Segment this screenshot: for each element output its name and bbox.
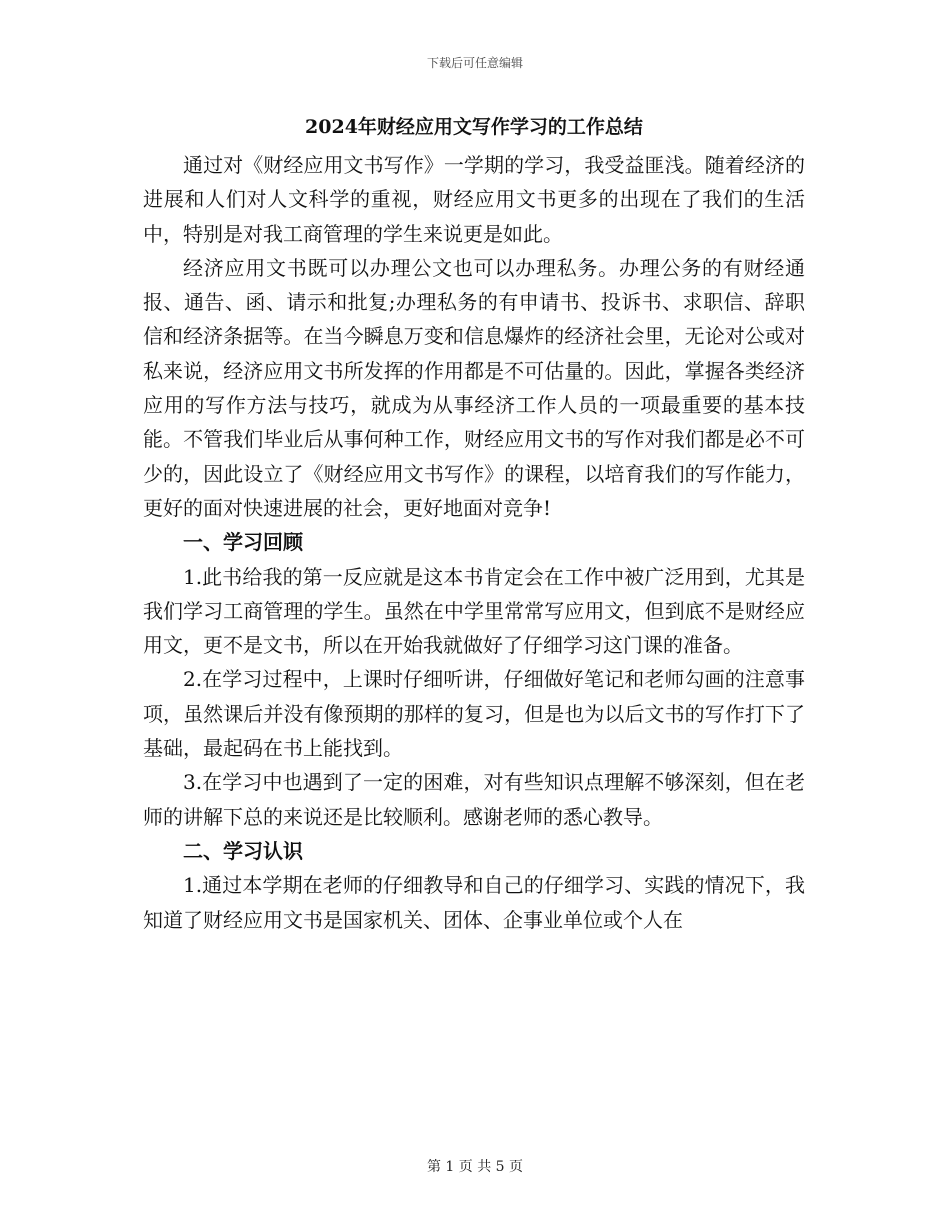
- document-body: [143, 112, 805, 937]
- paragraph-review-1: 1.此书给我的第一反应就是这本书肯定会在工作中被广泛用到，尤其是我们学习工商管理的学生。虽然在中学里常常写应用文，但到底不是财经应用文，更不是文书，所以在开始我就做好了仔细学习这门课的准备。: [143, 564, 805, 658]
- paragraph-intro-2: 经济应用文书既可以办理公文也可以办理私务。办理公务的有财经通报、通告、函、请示和批复;办理私务的有申请书、投诉书、求职信、辞职信和经济条据等。在当今瞬息万变和信息爆炸的经济社会里，无论对公或对私来说，经济应用文书所发挥的作用都是不可估量的。因此，掌握各类经济应用的写作方法与技巧，就成为从事经济工作人员的一项最重要的基本技能。不管我们毕业后从事何种工作，财经应用文书的写作对我们都是必不可少的，因此设立了《财经应用文书写作》的课程，以培育我们的写作能力，更好的面对快速进展的社会，更好地面对竞争!: [143, 255, 805, 520]
- section-heading-understanding: 二、学习认识: [183, 838, 303, 863]
- document-title: 2024年财经应用文写作学习的工作总结: [305, 116, 643, 138]
- section-heading-review: 一、学习回顾: [183, 530, 303, 555]
- page-number-footer: 第 1 页 共 5 页: [426, 1159, 524, 1175]
- paragraph-review-2: 2.在学习过程中，上课时仔细听讲，仔细做好笔记和老师勾画的注意事项，虽然课后并没有像预期的那样的复习，但是也为以后文书的写作打下了基础，最起码在书上能找到。: [143, 667, 805, 761]
- paragraph-understanding-1: 1.通过本学期在老师的仔细教导和自己的仔细学习、实践的情况下，我知道了财经应用文书是国家机关、团体、企事业单位或个人在: [143, 873, 805, 932]
- paragraph-intro-1: 通过对《财经应用文书写作》一学期的学习，我受益匪浅。随着经济的进展和人们对人文科学的重视，财经应用文书更多的出现在了我们的生活中，特别是对我工商管理的学生来说更是如此。: [143, 153, 805, 246]
- header-note: 下载后可任意编辑: [426, 56, 523, 70]
- paragraph-review-3: 3.在学习中也遇到了一定的困难，对有些知识点理解不够深刻，但在老师的讲解下总的来说还是比较顺利。感谢老师的悉心教导。: [143, 770, 805, 829]
